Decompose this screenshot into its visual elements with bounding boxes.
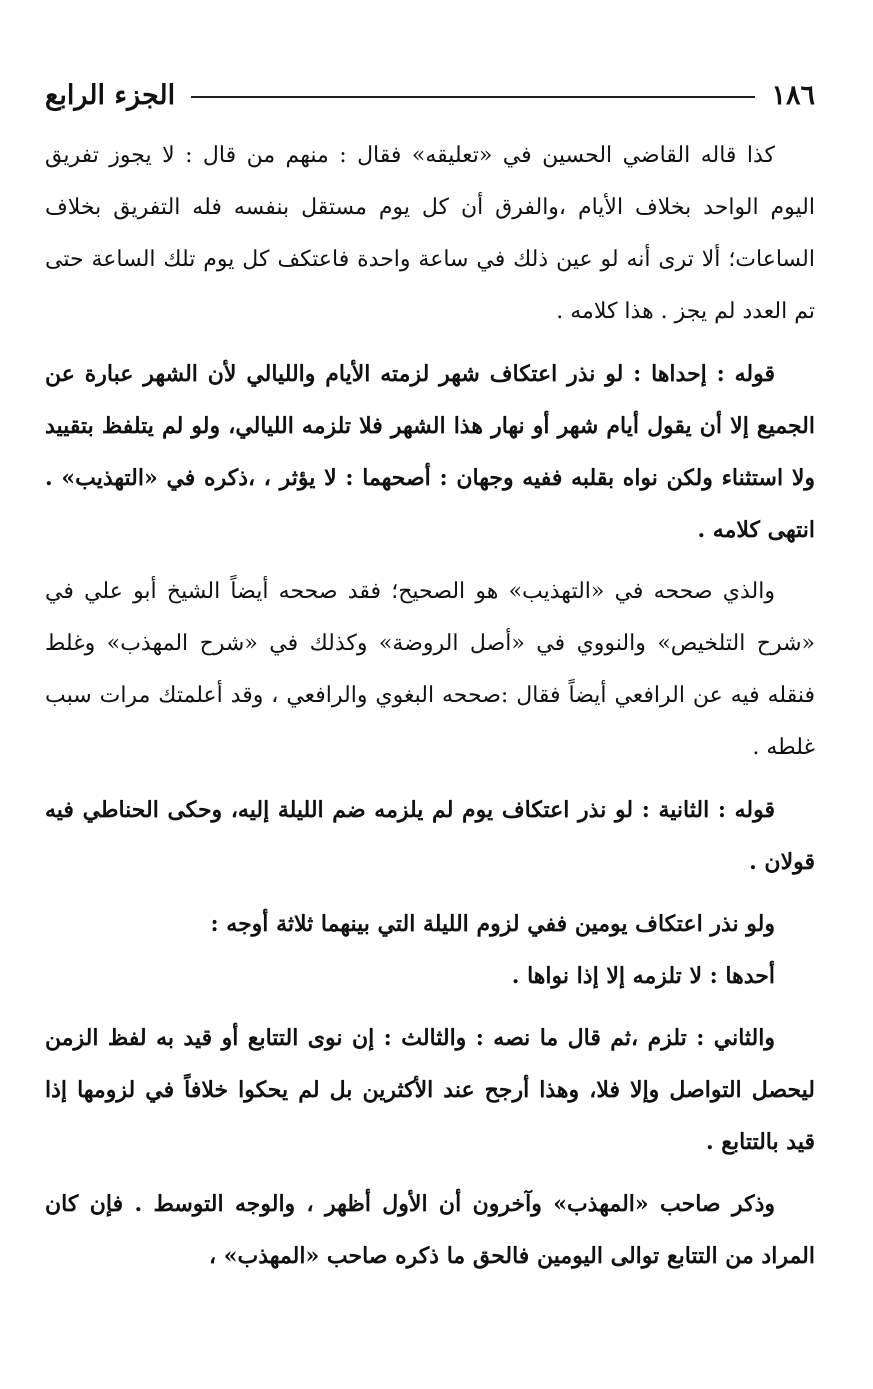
header-rule (191, 96, 755, 98)
paragraph-4: قوله : الثانية : لو نذر اعتكاف يوم لم يلزمه ضم الليلة إليه، وحكى الحناطي فيه قولان . (45, 797, 815, 875)
paragraph-7: والثاني : تلزم ،ثم قال ما نصه : والثالث : إن نوى التتابع أو قيد به لفظ الزمن ليحصل التواصل وإلا فلا، وهذا أرجح عند الأكثرين بل لم يحكوا خلافاً في لزومها إذا قيد بالتتابع . (45, 1025, 815, 1155)
page-number: ١٨٦ (771, 79, 815, 111)
spacer (45, 888, 815, 898)
spacer (45, 1002, 815, 1012)
paragraph-3: والذي صححه في «التهذيب» هو الصحيح؛ فقد صححه أيضاً الشيخ أبو علي في «شرح التلخيص» والنووي في «أصل الروضة» وكذلك في «شرح المهذب» وغلط فنقله فيه عن الرافعي أيضاً فقال :صححه البغوي والرافعي ، وقد أعلمتك مرات سبب غلطه . (45, 579, 815, 760)
spacer (45, 774, 815, 784)
running-title: الجزء الرابع (45, 79, 176, 111)
paragraph-6: أحدها : لا تلزمه إلا إذا نواها . (511, 963, 775, 989)
spacer (45, 1168, 815, 1178)
book-page (45, 70, 815, 1282)
paragraph-5: ولو نذر اعتكاف يومين ففي لزوم الليلة التي بينهما ثلاثة أوجه : (210, 911, 775, 937)
spacer (45, 120, 815, 130)
spacer (45, 338, 815, 348)
page-header (45, 70, 815, 120)
paragraph-1: كذا قاله القاضي الحسين في «تعليقه» فقال : منهم من قال : لا يجوز تفريق اليوم الواحد بخلاف الأيام ،والفرق أن كل يوم مستقل بنفسه فله التفريق بخلاف الساعات؛ ألا ترى أنه لو عين ذلك في ساعة واحدة فاعتكف كل يوم تلك الساعة حتى تم العدد لم يجز . هذا كلامه . (45, 143, 815, 324)
paragraph-2: قوله : إحداها : لو نذر اعتكاف شهر لزمته الأيام والليالي لأن الشهر عبارة عن الجميع إلا أن يقول أيام شهر أو نهار هذا الشهر فلا تلزمه الليالي، ولو لم يتلفظ بتقييد ولا استثناء ولكن نواه بقلبه ففيه وجهان : أصحهما : لا يؤثر ، ،ذكره في «التهذيب» . انتهى كلامه . (45, 361, 815, 543)
spacer (45, 556, 815, 566)
paragraph-8: وذكر صاحب «المهذب» وآخرون أن الأول أظهر ، والوجه التوسط . فإن كان المراد من التتابع توالى اليومين فالحق ما ذكره صاحب «المهذب» ، (45, 1191, 815, 1269)
